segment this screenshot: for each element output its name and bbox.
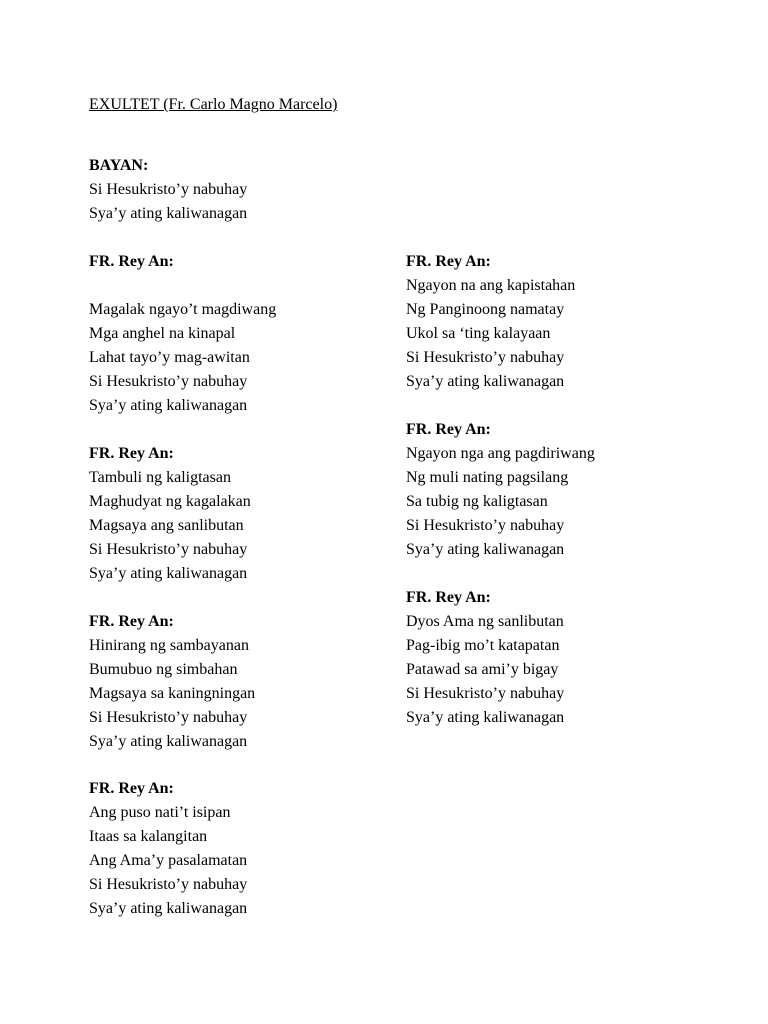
verse-line: Sya’y ating kaliwanagan [89, 565, 248, 582]
verse-line: Sa tubig ng kaligtasan [406, 493, 548, 510]
verse-line: Lahat tayo’y mag-awitan [89, 349, 250, 366]
verse-line: Si Hesukristo’y nabuhay [89, 373, 248, 390]
verse-line: Itaas sa kalangitan [89, 828, 208, 845]
verse-line: Sya’y ating kaliwanagan [406, 709, 565, 726]
verse-line: Ngayon na ang kapistahan [406, 277, 576, 294]
verse-line: Si Hesukristo’y nabuhay [406, 517, 565, 534]
verse-line: Sya’y ating kaliwanagan [406, 541, 565, 558]
verse-heading: FR. Rey An: [89, 613, 174, 630]
verse-heading: FR. Rey An: [406, 421, 491, 438]
verse-line: Magsaya sa kaningningan [89, 685, 256, 702]
verse-line: Ngayon nga ang pagdiriwang [406, 445, 595, 462]
verse-line: Mga anghel na kinapal [89, 325, 236, 342]
bayan-heading: BAYAN: [89, 157, 149, 174]
bayan-line: Si Hesukristo’y nabuhay [89, 181, 248, 198]
verse-line: Si Hesukristo’y nabuhay [406, 349, 565, 366]
verse-line: Magalak ngayo’t magdiwang [89, 301, 277, 318]
verse-line: Si Hesukristo’y nabuhay [89, 876, 248, 893]
verse-line: Si Hesukristo’y nabuhay [89, 709, 248, 726]
verse-line: Sya’y ating kaliwanagan [89, 733, 248, 750]
verse-line: Sya’y ating kaliwanagan [89, 397, 248, 414]
verse-line: Pag-ibig mo’t katapatan [406, 637, 560, 654]
verse-line: Hinirang ng sambayanan [89, 637, 249, 654]
document-title: EXULTET (Fr. Carlo Magno Marcelo) [89, 96, 338, 113]
verse-line: Ng Panginoong namatay [406, 301, 565, 318]
verse-line: Ng muli nating pagsilang [406, 469, 569, 486]
verse-heading: FR. Rey An: [406, 589, 491, 606]
verse-heading: FR. Rey An: [406, 253, 491, 270]
verse-line: Magsaya ang sanlibutan [89, 517, 244, 534]
verse-line: Dyos Ama ng sanlibutan [406, 613, 564, 630]
verse-line: Ang puso nati’t isipan [89, 804, 231, 821]
verse-heading: FR. Rey An: [89, 445, 174, 462]
verse-line: Patawad sa ami’y bigay [406, 661, 559, 678]
verse-line: Tambuli ng kaligtasan [89, 469, 231, 486]
verse-line: Ukol sa ‘ting kalayaan [406, 325, 551, 342]
verse-heading: FR. Rey An: [89, 253, 174, 270]
verse-line: Si Hesukristo’y nabuhay [89, 541, 248, 558]
verse-line: Sya’y ating kaliwanagan [406, 373, 565, 390]
verse-line: Maghudyat ng kagalakan [89, 493, 251, 510]
verse-line: Si Hesukristo’y nabuhay [406, 685, 565, 702]
verse-heading: FR. Rey An: [89, 780, 174, 797]
bayan-line: Sya’y ating kaliwanagan [89, 205, 248, 222]
verse-line: Sya’y ating kaliwanagan [89, 900, 248, 917]
verse-line: Bumubuo ng simbahan [89, 661, 238, 678]
verse-line: Ang Ama’y pasalamatan [89, 852, 248, 869]
